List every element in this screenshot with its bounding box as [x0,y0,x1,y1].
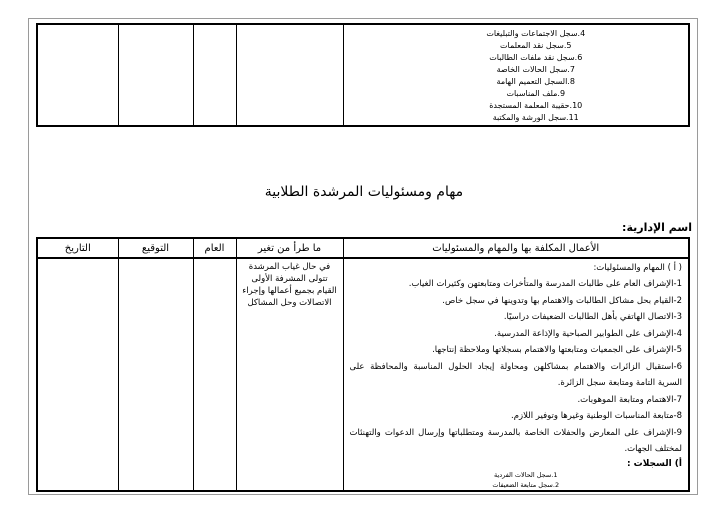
top-emergency-cell [236,24,343,126]
duty-item: 9-الإشراف على المعارض والحفلات الخاصة بالمدرسة ومتطلباتها وإرسال الدعوات والتهنئات لمختلف الجهات. [349,427,682,454]
header-year: العام [193,238,236,258]
top-signature-cell [118,24,193,126]
header-signature: التوقيع [118,238,193,258]
signature-cell [118,258,193,491]
duties-list [350,276,683,458]
record-item: 7.سجل الحالات الخاصة [496,65,575,74]
date-cell [37,258,118,491]
record-item: 8.السجل التعميم الهامة [496,77,575,86]
registers-list [350,470,683,490]
header-duties: الأعمال المكلفة بها والمهام والمسئوليات [343,238,689,258]
duties-table [36,237,690,492]
header-date: التاريخ [37,238,118,258]
duty-item: 3-الاتصال الهاتفي بأهل الطالبات الضعيفات دراسيًا. [503,312,682,322]
record-item: 11.سجل الورشة والمكتبة [492,113,579,122]
top-records-list [344,25,689,124]
admin-name-label: اسم الإدارية: [622,221,692,234]
duty-item: 2-القيام بحل مشاكل الطالبات والاهتمام بها وتدوينها في سجل خاص. [442,295,682,306]
record-item: 5.سجل نقد المعلمات [499,41,572,50]
emergency-note: في حال غياب المرشدة تتولى المشرفة الأولى القيام بجميع أعمالها وإجراء الاتصالات وحل المشاكل [236,258,343,491]
record-item: 6.سجل نقد ملفات الطالبات [489,53,583,62]
register-item: 2.سجل متابعة الضعيفات [492,480,560,489]
header-emergency: ما طرأ من تغير [236,238,343,258]
top-records-cell [343,24,689,126]
year-cell [193,258,236,491]
duty-item: 7-الاهتمام ومتابعة الموهوبات. [577,394,682,405]
top-date-cell [37,24,118,126]
duties-heading: ( أ ) المهام والمسئوليات: [593,263,682,273]
page-title: مهام ومسئوليات المرشدة الطلابية [264,184,464,200]
top-year-cell [193,24,236,126]
duty-item: 8-متابعة المناسبات الوطنية وغيرها وتوفير اللازم. [511,411,682,421]
duty-item: 4-الإشراف على الطوابير الصباحية والإذاعة المدرسية. [494,328,682,339]
duties-cell [343,258,689,491]
duty-item: 6-استقبال الزائرات والاهتمام بمشاكلهن ومحاولة إيجاد الحلول المناسبة والمحافظة على السرية التامة ومتابعة سجل الزائرة. [349,361,682,388]
duty-item: 1-الإشراف العام على طالبات المدرسة والمتأخرات ومتابعتهن وكثيرات الغياب. [408,279,682,289]
record-item: 9.ملف المناسبات [506,89,566,98]
duty-item: 5-الإشراف على الجمعيات ومتابعتها والاهتمام بسجلاتها وملاحظة إنتاجها. [432,345,682,355]
register-item: 1.سجل الحالات الفردية [493,470,558,479]
registers-heading: أ) السجلات : [626,458,682,469]
record-item: 4.سجل الاجتماعات والتبليغات [486,29,586,38]
record-item: 10.حقيبة المعلمة المستجدة [489,101,583,110]
top-records-table [36,23,690,127]
